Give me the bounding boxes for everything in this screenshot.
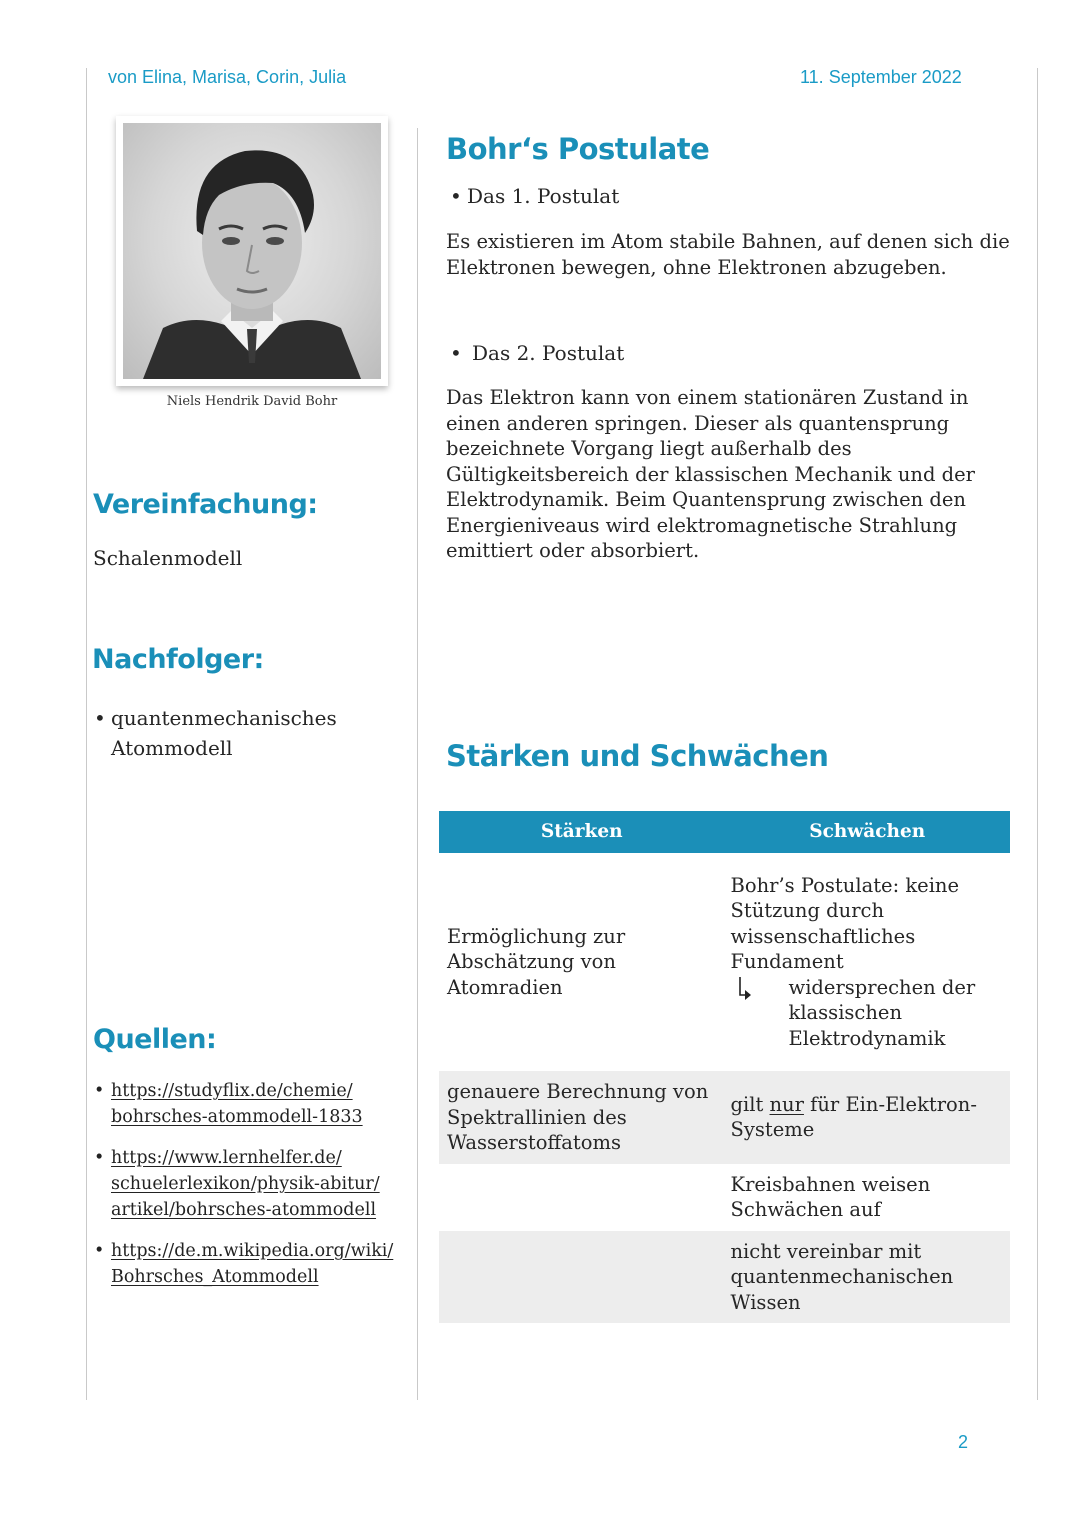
strength-cell <box>439 1231 725 1324</box>
postulate-1-bullet <box>450 184 1010 210</box>
date-line: 11. September 2022 <box>800 67 962 87</box>
simplification-text: Schalenmodell <box>93 546 243 570</box>
strength-cell: genauere Berechnung von Spektrallinien des Wasserstoffatoms <box>439 1071 725 1164</box>
postulates-heading: Bohr‘s Postulate <box>446 132 710 166</box>
successor-list <box>94 703 374 763</box>
table-row <box>439 853 1010 1071</box>
weakness-text: Bohr’s Postulate: keine Stützung durch wissenschaftliches Fundament <box>730 873 960 974</box>
weakness-cell: gilt nur für Ein-Elektron-Systeme <box>725 1071 1011 1164</box>
page-number: 2 <box>958 1432 969 1452</box>
table-row <box>439 1071 1010 1164</box>
emphasis-only: nur <box>769 1092 804 1116</box>
photo-frame <box>116 116 388 386</box>
turn-right-arrow-icon <box>731 975 789 1005</box>
portrait-icon <box>123 123 381 379</box>
portrait-photo <box>123 123 381 379</box>
column-header-strengths: Stärken <box>439 811 725 853</box>
source-link-lernhelfer[interactable]: https://www.lernhelfer.de/ schuelerlexikon/physik-abitur/ artikel/bohrsches-atommodell <box>111 1148 380 1220</box>
strength-cell <box>439 1164 725 1231</box>
column-divider <box>417 128 418 1400</box>
postulate-1-label: • Das 1. Postulat <box>450 184 1010 210</box>
successor-heading: Nachfolger: <box>92 644 264 675</box>
sources-list <box>94 1078 414 1305</box>
weakness-sub-line <box>731 975 1003 1052</box>
table-header-row <box>439 811 1010 853</box>
weakness-cell: nicht vereinbar mit quantenmechanischen Wissen <box>725 1231 1011 1324</box>
simplification-heading: Vereinfachung: <box>93 489 318 520</box>
postulate-2-text: Das Elektron kann von einem stationären Zustand in einen anderen springen. Dieser als quantensprung bezeichnete Vorgang liegt außerhalb des Gültigkeitsbereich der klassischen Mechanik und der Elektrodynamik. Beim Quantensprung zwischen den Energieniveaus wird elektromagnetische Strahlung emittiert oder absorbiert. <box>446 386 975 562</box>
postulate-2-label: • Das 2. Postulat <box>450 341 1010 367</box>
table-row <box>439 1231 1010 1324</box>
authors-line: von Elina, Marisa, Corin, Julia <box>108 67 347 87</box>
source-item <box>94 1238 414 1290</box>
right-margin-line <box>1037 68 1038 1400</box>
table-row <box>439 1164 1010 1231</box>
strengths-heading: Stärken und Schwächen <box>446 739 829 773</box>
strength-cell: Ermöglichung zur Abschätzung von Atomradien <box>447 924 626 999</box>
photo-caption: Niels Hendrik David Bohr <box>166 394 338 409</box>
sources-heading: Quellen: <box>93 1024 217 1055</box>
weakness-cell <box>725 853 1011 1071</box>
postulate-1-text: Es existieren im Atom stabile Bahnen, auf denen sich die Elektronen bewegen, ohne Elektronen abzugeben. <box>446 230 1010 279</box>
source-link-wikipedia[interactable]: https://de.m.wikipedia.org/wiki/ Bohrsches_Atommodell <box>111 1241 394 1287</box>
weakness-cell: Kreisbahnen weisen Schwächen auf <box>730 1172 931 1221</box>
left-margin-line <box>86 68 87 1400</box>
source-item <box>94 1145 414 1223</box>
successor-item: • quantenmechanisches Atommodell <box>94 703 374 763</box>
strengths-weaknesses-table <box>439 811 1010 1323</box>
source-link-studyflix[interactable]: https://studyflix.de/chemie/ bohrsches-atommodell-1833 <box>111 1081 363 1127</box>
weakness-sub-text: widersprechen der klassischen Elektrodynamik <box>788 975 976 1050</box>
postulate-2-bullet <box>450 341 1010 367</box>
source-item <box>94 1078 414 1130</box>
column-header-weaknesses: Schwächen <box>725 811 1011 853</box>
